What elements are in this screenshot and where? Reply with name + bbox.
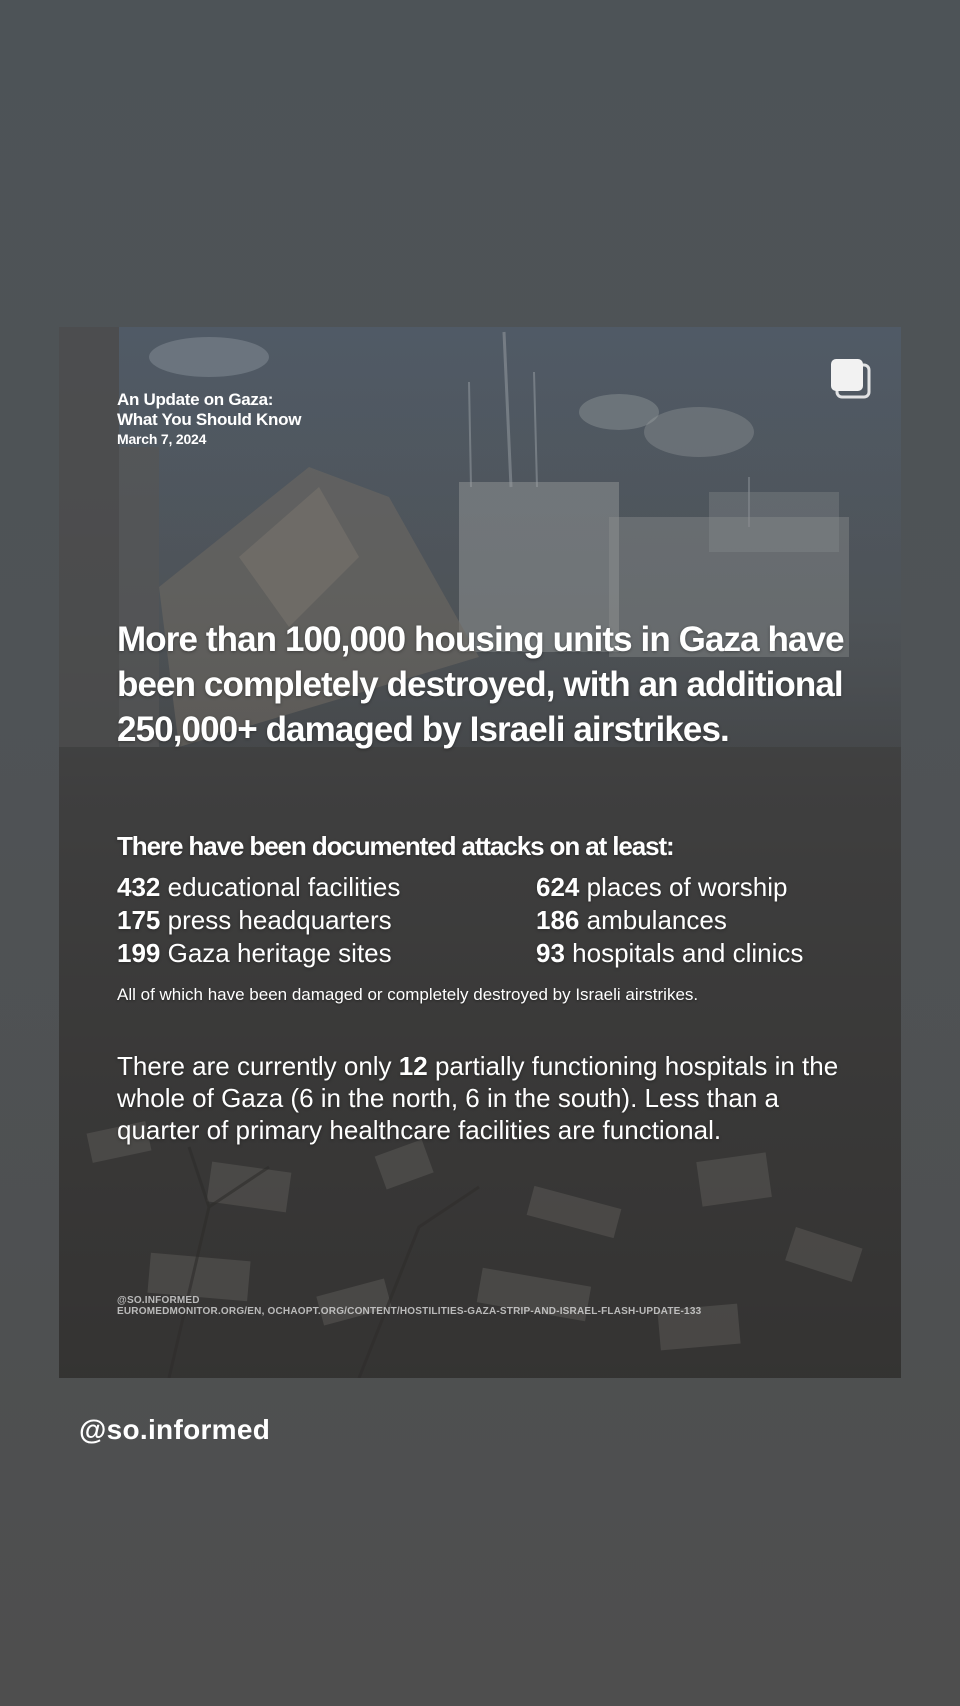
stats-right-column	[536, 871, 901, 970]
stat-heritage-sites	[117, 937, 517, 970]
hospital-text-before: There are currently only	[117, 1051, 399, 1081]
stat-press-headquarters	[117, 904, 517, 937]
stat-places-of-worship	[536, 871, 901, 904]
credits-handle: @SO.INFORMED	[117, 1295, 200, 1306]
stat-number: 93	[536, 938, 565, 968]
stat-hospitals-clinics	[536, 937, 901, 970]
stat-educational-facilities	[117, 871, 517, 904]
post-title-line1: An Update on Gaza:	[117, 390, 274, 409]
stat-number: 432	[117, 872, 161, 902]
stat-label: hospitals and clinics	[572, 938, 804, 968]
multiple-images-icon	[829, 357, 873, 401]
credits-sources: EUROMEDMONITOR.ORG/EN, OCHAOPT.ORG/CONTENT/HOSTILITIES-GAZA-STRIP-AND-ISRAEL-FLASH-UPDATE-133	[117, 1306, 702, 1317]
headline: More than 100,000 housing units in Gaza have been completely destroyed, with an additional 250,000+ damaged by Israeli airstrikes.	[117, 620, 844, 749]
stats-note: All of which have been damaged or completely destroyed by Israeli airstrikes.	[117, 985, 699, 1004]
stat-label: Gaza heritage sites	[167, 938, 392, 968]
stat-ambulances	[536, 904, 901, 937]
stat-number: 624	[536, 872, 580, 902]
post-header	[117, 390, 537, 448]
post-date: March 7, 2024	[117, 431, 207, 447]
stats-left-column	[117, 871, 517, 970]
attacks-heading: There have been documented attacks on at least:	[117, 831, 674, 861]
stat-number: 186	[536, 905, 580, 935]
stat-label: places of worship	[586, 872, 788, 902]
stat-number: 175	[117, 905, 161, 935]
post-credits	[117, 1295, 877, 1317]
account-handle-link[interactable]: @so.informed	[79, 1414, 271, 1445]
hospital-text-after: partially functioning hospitals in the whole of Gaza (6 in the north, 6 in the south). Less than a quarter of primary healthcare facilities are functional.	[117, 1051, 839, 1145]
stat-label: ambulances	[586, 905, 727, 935]
post-card[interactable]	[59, 327, 901, 1378]
stat-number: 199	[117, 938, 161, 968]
hospital-text	[117, 1050, 857, 1146]
stat-label: educational facilities	[167, 872, 401, 902]
stat-label: press headquarters	[167, 905, 392, 935]
post-title-line2: What You Should Know	[117, 410, 302, 429]
hospital-count: 12	[398, 1051, 428, 1081]
